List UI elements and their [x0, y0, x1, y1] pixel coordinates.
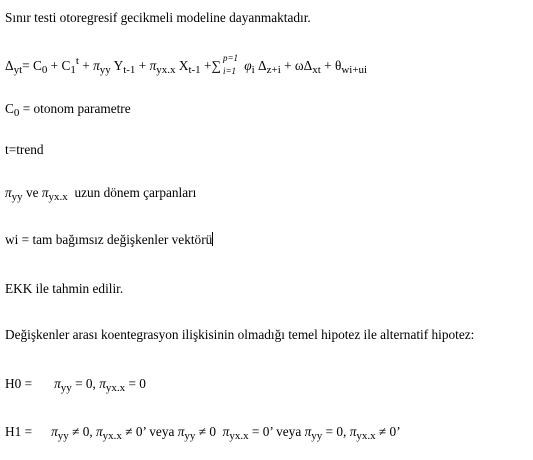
wi-definition-line[interactable]: [5, 232, 213, 248]
pi-yxx-symbol: π: [41, 185, 49, 200]
eq-phi-sub: i: [251, 64, 255, 76]
eq-x-sub: t-1: [188, 64, 201, 76]
h1-text-3: ≠ 0: [195, 424, 223, 439]
pi-yy-sub: yy: [11, 191, 23, 203]
h1-text-2: ≠ 0’ veya: [121, 424, 178, 439]
eq-delta-z: Δ: [254, 58, 267, 73]
eq-sum-limits: [221, 53, 241, 76]
c0-sub: 0: [13, 107, 20, 119]
h1-pi-2: π: [96, 424, 103, 439]
pi-definition: [5, 185, 196, 205]
eq-c1-sub: 1: [70, 64, 76, 76]
eq-x-term: X: [175, 58, 189, 73]
h0-label: H0 =: [5, 376, 33, 391]
pi-yxx-sub: yx.x: [48, 191, 68, 203]
eq-plus: +: [280, 58, 295, 73]
h1-pi-5: π: [304, 424, 312, 439]
h1-pi-3: π: [177, 424, 185, 439]
eq-sum-upper: p=1: [222, 53, 239, 63]
eq-phi: φ: [240, 58, 252, 73]
eq-pi-yy: π: [93, 58, 100, 73]
h1-pi-1: π: [51, 424, 58, 439]
intro-text: Sınır testi otoregresif gecikmeli modeline dayanmaktadır.: [5, 10, 311, 25]
h0-line: [5, 376, 146, 396]
h1-pi-1-sub: yy: [57, 430, 69, 442]
h1-pi-6-sub: yx.x: [356, 430, 376, 442]
model-equation: [5, 53, 367, 78]
h1-pi-6: π: [349, 424, 357, 439]
eq-z-sub: z+i: [266, 64, 281, 76]
h1-pi-4: π: [222, 424, 230, 439]
eq-lhs-sub: yt: [13, 64, 23, 76]
c0-symbol: C: [5, 101, 14, 116]
eq-delta: Δ: [5, 58, 14, 73]
eq-y-sub: t-1: [123, 64, 136, 76]
eq-omega-delta: ωΔ: [294, 58, 313, 73]
eq-plus: +: [135, 58, 150, 73]
eq-plus-theta: + θ: [320, 58, 342, 73]
h1-text-1: ≠ 0,: [68, 424, 96, 439]
c0-definition: [5, 101, 131, 121]
h0-pi-yy-sub: yy: [60, 382, 72, 394]
eq-plus: +: [200, 58, 212, 73]
eq-equals-c: = C: [22, 58, 42, 73]
h0-pi-yy: π: [54, 376, 61, 391]
hypothesis-intro: Değişkenler arası koentegrasyon ilişkisinin olmadığı temel hipotez ile alternatif hipotez:: [5, 327, 475, 342]
pi-yy-symbol: π: [5, 185, 12, 200]
pi-def-mid: ve: [22, 185, 42, 200]
t-definition: t=trend: [5, 142, 44, 157]
h0-text-2: = 0: [125, 376, 146, 391]
eq-y-term: Y: [110, 58, 124, 73]
eq-plus-c: + C: [47, 58, 71, 73]
eq-c0-sub: 0: [41, 64, 48, 76]
eq-plus: +: [78, 58, 94, 73]
eq-pi-yxx: π: [149, 58, 157, 73]
text-cursor: [212, 232, 213, 246]
h0-pi-yxx-sub: yx.x: [105, 382, 126, 394]
h1-pi-4-sub: yx.x: [229, 430, 249, 442]
h1-pi-2-sub: yx.x: [102, 430, 122, 442]
eq-pi-yy-sub: yy: [99, 64, 111, 76]
ekk-text: EKK ile tahmin edilir.: [5, 281, 124, 296]
c0-text: = otonom parametre: [19, 101, 131, 116]
eq-sum-symbol: ∑: [211, 58, 221, 73]
h1-text-4: = 0’ veya: [248, 424, 305, 439]
h0-pi-yxx: π: [99, 376, 106, 391]
h0-text-1: = 0,: [71, 376, 100, 391]
h1-line: [5, 424, 401, 444]
eq-pi-yxx-sub: yx.x: [156, 64, 176, 76]
eq-t-sup: t: [75, 55, 79, 67]
h1-text-6: ≠ 0’: [375, 424, 401, 439]
eq-theta-sub: wi+ui: [341, 64, 368, 76]
h1-text-5: = 0,: [322, 424, 350, 439]
eq-sum-lower: i=1: [222, 66, 237, 76]
h1-pi-3-sub: yy: [184, 430, 196, 442]
h1-pi-5-sub: yy: [311, 430, 323, 442]
eq-xt-sub: xt: [312, 64, 321, 76]
h1-label: H1 =: [5, 424, 33, 439]
wi-definition: wi = tam bağımsız değişkenler vektörü: [5, 232, 213, 247]
pi-def-text: uzun dönem çarpanları: [67, 185, 197, 200]
